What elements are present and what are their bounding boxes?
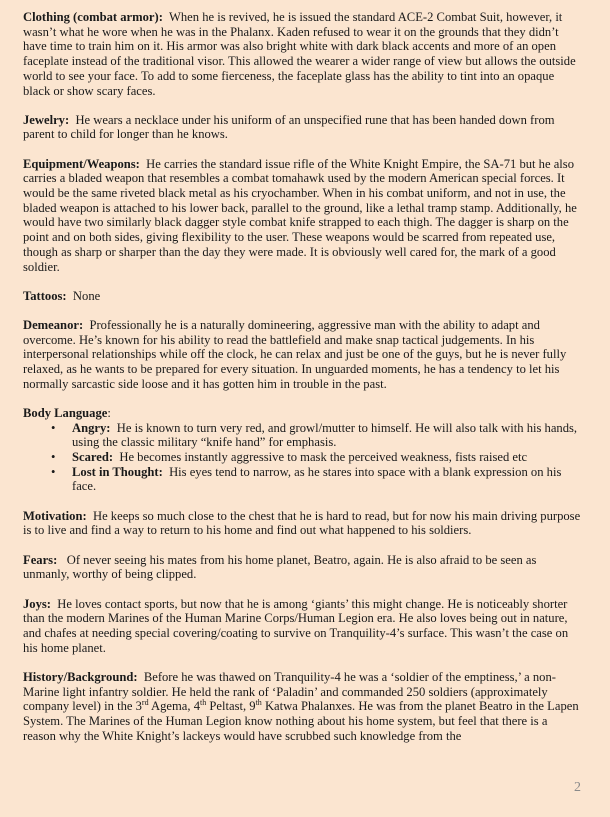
joys-paragraph xyxy=(23,597,583,656)
document-page xyxy=(23,10,583,758)
body-language-label: Body Language xyxy=(23,405,108,420)
jewelry-text: He wears a necklace under his uniform of an unspecified rune that has been handed down from parent to child for longer than he knows. xyxy=(23,112,555,142)
joys-label: Joys: xyxy=(23,596,51,611)
lost-in-thought-label: Lost in Thought: xyxy=(72,464,163,479)
body-language-colon: : xyxy=(107,405,111,420)
history-text-a: Before he was thawed on Tranquility-4 he was a ‘soldier of the emptiness,’ a non-Marine light infantry soldier. He held the rank of ‘Paladin’ and commanded 250 soldiers (approximately company level) in the 3 xyxy=(23,669,556,714)
demeanor-paragraph xyxy=(23,318,583,392)
clothing-text: When he is revived, he is issued the standard ACE-2 Combat Suit, however, it wasn’t what he wore when he was in the Phalanx. Kaden refused to wear it on the grounds that they didn’t have time to train him on it. His armor was also bright white with dark black accents and more of an open faceplate instead of the traditional visor. This allowed the wearer a wider range of view but allows the outside world to see your face. To add to some fierceness, the faceplate glass has the ability to tint into an opaque black or show scary faces. xyxy=(23,10,576,98)
angry-text: He is known to turn very red, and growl/mutter to himself. He will also talk with his hands, using the classic military “knife hand” for emphasis. xyxy=(72,420,578,450)
demeanor-label: Demeanor: xyxy=(23,317,84,332)
history-text-c: Peltast, 9 xyxy=(206,699,256,714)
history-sup-b: th xyxy=(200,698,207,708)
body-language-heading xyxy=(23,406,583,421)
history-text-d: Katwa Phalanxes. He was from the planet Beatro in the Lapen System. The Marines of the Human Legion know nothing about his home system, but feel that there is a reason why the White Knight’s lackeys would have scrubbed such knowledge from the xyxy=(23,699,579,743)
list-item xyxy=(72,465,583,494)
joys-text: He loves contact sports, but now that he is among ‘giants’ this might change. He is noticeably shorter than the modern Marines of the Human Marine Corps/Human Legion era. He also loves being out in nature, and chafes at needing special covering/coating to survive on Tranquility-4’s surface. This wasn’t the case on his home planet. xyxy=(23,596,569,655)
fears-text: Of never seeing his mates from his home planet, Beatro, again. He is also afraid to be seen as unmanly, worthy of being clipped. xyxy=(23,552,537,582)
equipment-label: Equipment/Weapons: xyxy=(23,156,140,171)
motivation-label: Motivation: xyxy=(23,508,87,523)
equipment-text: He carries the standard issue rifle of the White Knight Empire, the SA-71 but he also carries a bladed weapon that resembles a combat tomahawk used by the modern American special forces. It would be the same riveted black metal as his cryochamber. When in his combat uniform, and not in use, the bladed weapon is attached to his lower back, parallel to the ground, like a lethal tramp stamp. Additionally, he would have two similarly black dagger style combat knife strapped to each thigh. The dagger is sharp on the point and on both sides, giving flexibility to the user. These weapons would be scarred from repeated use, though as sharp or sharper than the day they were made. It is obviously well cared for, the mark of a good soldier. xyxy=(23,156,577,274)
demeanor-text: Professionally he is a naturally domineering, aggressive man with the ability to adapt and overcome. He’s known for his ability to read the battlefield and make snap tactical judgements. In his interpersonal relationships while off the clock, he can relax and just be one of the guys, but he is never fully relaxed, as he wants to be prepared for every situation. In unguarded moments, he has a tendency to let his normally sarcastic side loose and it has gotten him in trouble in the past. xyxy=(23,317,567,391)
motivation-paragraph xyxy=(23,509,583,538)
history-sup-c: th xyxy=(255,698,262,708)
equipment-paragraph xyxy=(23,157,583,275)
jewelry-label: Jewelry: xyxy=(23,112,70,127)
history-sup-a: rd xyxy=(141,698,149,708)
history-text-b: Agema, 4 xyxy=(148,699,200,714)
body-language-list xyxy=(23,421,583,495)
scared-text: He becomes instantly aggressive to mask the perceived weakness, fists raised etc xyxy=(119,450,528,465)
jewelry-paragraph xyxy=(23,113,583,142)
clothing-paragraph xyxy=(23,10,583,98)
tattoos-label: Tattoos: xyxy=(23,288,67,303)
angry-label: Angry: xyxy=(72,420,111,435)
tattoos-paragraph xyxy=(23,289,583,304)
scared-label: Scared: xyxy=(72,450,114,465)
tattoos-text: None xyxy=(72,288,101,303)
motivation-text: He keeps so much close to the chest that he is hard to read, but for now his main driving purpose is to live and find a way to return to his home and find out what happened to his soldiers. xyxy=(23,508,581,538)
history-label: History/Background: xyxy=(23,669,138,684)
fears-label: Fears: xyxy=(23,552,58,567)
page-number: 2 xyxy=(574,780,581,795)
list-item xyxy=(72,421,583,450)
list-item xyxy=(72,450,583,465)
history-paragraph xyxy=(23,670,583,744)
clothing-label: Clothing (combat armor): xyxy=(23,10,163,24)
fears-paragraph xyxy=(23,553,583,582)
lost-in-thought-text: His eyes tend to narrow, as he stares into space with a blank expression on his face. xyxy=(72,464,562,494)
